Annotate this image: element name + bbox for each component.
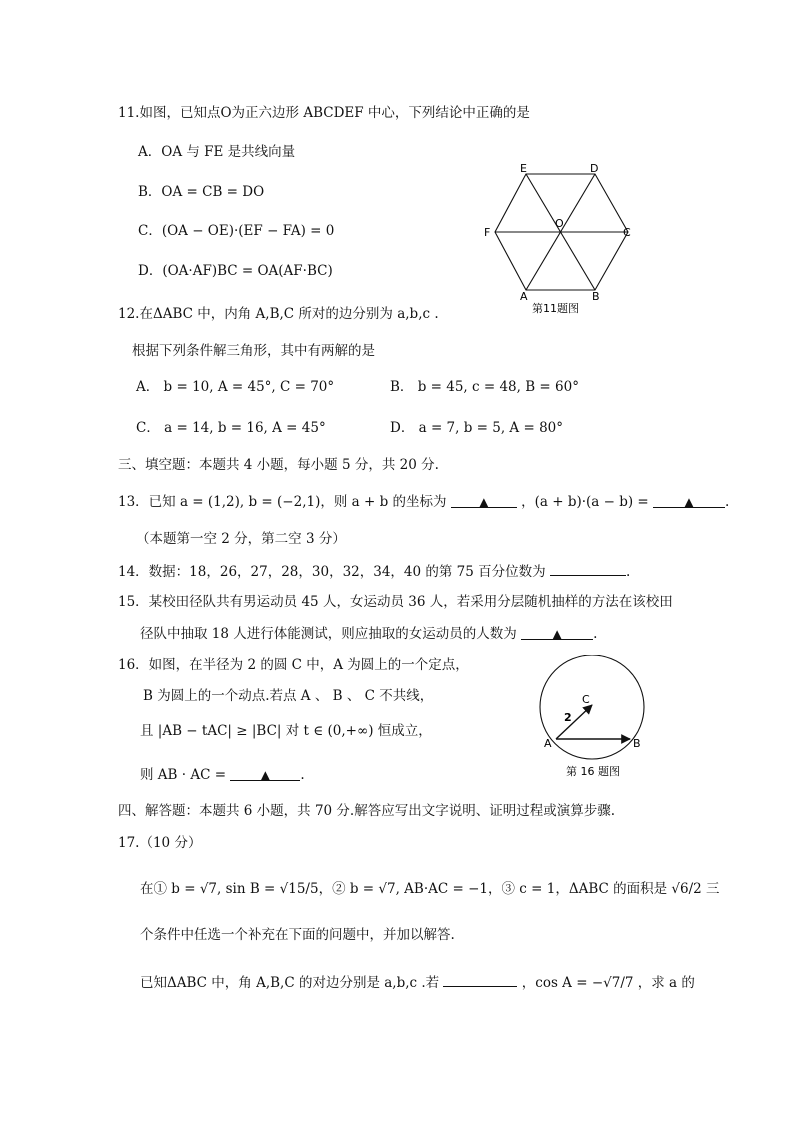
q12-sub: 根据下列条件解三角形，其中有两解的是 (132, 343, 375, 359)
circle-label-2: 2 (564, 711, 572, 724)
hex-label-d: D (590, 162, 599, 175)
q17-conditions-line-1: 在① b = √7, sin B = √15/5，② b = √7, AB·AC = −1，③ c = 1，ΔABC 的面积是 √6/2 三 (140, 881, 720, 897)
hex-caption: 第11题图 (532, 302, 579, 315)
q16-line-2: B 为圆上的一个动点.若点 A 、 B 、 C 不共线， (143, 688, 434, 704)
q15-line-2: 径队中抽取 18 人进行体能测试，则应抽取的女运动员的人数为 ▲ . (140, 626, 598, 642)
q17-blank (443, 972, 517, 987)
hex-label-f: F (484, 226, 491, 239)
hex-label-e: E (520, 162, 527, 175)
q16-line-4: 则 AB · AC = ▲ . (140, 767, 305, 783)
q15-blank: ▲ (521, 625, 593, 640)
q11-option-b: B．OA = CB = DO (138, 184, 265, 200)
section-3-heading: 三、填空题：本题共 4 小题，每小题 5 分，共 20 分. (118, 457, 439, 473)
q11-stem: 11.如图，已知点O为正六边形 ABCDEF 中心，下列结论中正确的是 (118, 105, 530, 121)
q15-line-1: 15．某校田径队共有男运动员 45 人，女运动员 36 人，若采用分层随机抽样的方法在该校田 (118, 594, 673, 610)
q12-option-b: B． b = 45, c = 48, B = 60° (390, 379, 579, 395)
q14-line: 14．数据：18，26，27，28，30，32，34，40 的第 75 百分位数为 . (118, 561, 630, 581)
q14-stem: 14．数据：18，26，27，28，30，32，34，40 的第 75 百分位数为 (118, 564, 546, 580)
hex-label-c: C (623, 226, 631, 239)
q14-blank (550, 561, 626, 576)
section-4-heading: 四、解答题：本题共 6 小题，共 70 分.解答应写出文字说明、证明过程或演算步骤. (118, 803, 616, 819)
q17-conditions-line-2: 个条件中任选一个补充在下面的问题中，并加以解答. (140, 927, 455, 943)
hex-label-o: O (555, 217, 564, 230)
q17-problem: 已知ΔABC 中，角 A,B,C 的对边分别是 a,b,c .若 ，cos A = −√7/7 ，求 a 的 (140, 972, 695, 992)
circle-label-c: C (582, 693, 590, 706)
hexagon-figure (480, 162, 640, 322)
hex-label-a: A (520, 290, 528, 303)
q12-option-d: D． a = 7, b = 5, A = 80° (390, 420, 564, 436)
q16-line-1: 16．如图，在半径为 2 的圆 C 中，A 为圆上的一个定点， (118, 657, 469, 673)
q16-blank: ▲ (230, 766, 300, 781)
q13-stem-a: 13．已知 a = (1,2), b = (−2,1)，则 a + b 的坐标为 (118, 494, 447, 510)
q13-stem-b: ，(a + b)·(a − b) = (521, 494, 649, 510)
q13-line: 13．已知 a = (1,2), b = (−2,1)，则 a + b 的坐标为 ▲ ，(a + b)·(a − b) = ▲ . (118, 494, 730, 510)
circle-figure (532, 655, 662, 785)
circle-caption: 第 16 题图 (566, 765, 620, 778)
q12-option-a: A． b = 10, A = 45°, C = 70° (136, 379, 335, 395)
hex-label-b: B (592, 290, 600, 303)
circle-label-a: A (544, 737, 552, 750)
q13-blank-2: ▲ (653, 493, 725, 508)
q12-stem: 12.在ΔABC 中，内角 A,B,C 所对的边分别为 a,b,c . (118, 306, 439, 322)
q11-option-d: D．(OA·AF)BC = OA(AF·BC) (138, 263, 333, 279)
q12-option-c: C． a = 14, b = 16, A = 45° (136, 420, 326, 436)
q11-option-c: C．(OA − OE)·(EF − FA) = 0 (138, 223, 335, 239)
q11-option-a: A．OA 与 FE 是共线向量 (138, 144, 296, 160)
q16-line-3: 且 |AB − tAC| ≥ |BC| 对 t ∈ (0,+∞) 恒成立， (140, 723, 432, 739)
circle-label-b: B (633, 737, 641, 750)
q17-header: 17.（10 分） (118, 835, 202, 851)
q13-note: （本题第一空 2 分，第二空 3 分） (136, 531, 346, 547)
q13-blank-1: ▲ (451, 493, 517, 508)
